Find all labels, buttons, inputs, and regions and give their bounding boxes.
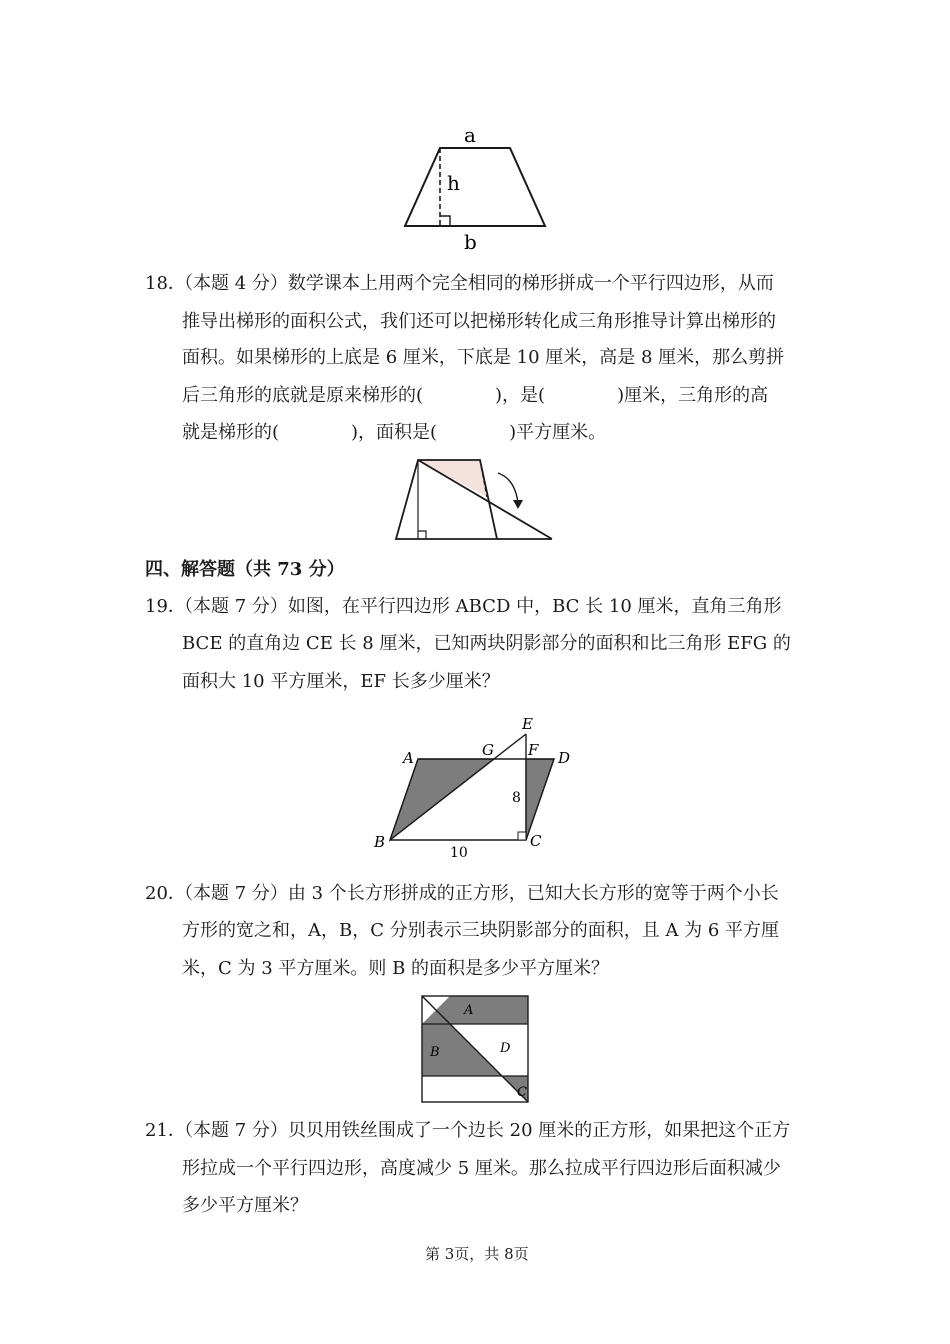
q21-line-2: 形拉成一个平行四边形，高度减少 5 厘米。那么拉成平行四边形后面积减少 [182, 1158, 781, 1179]
label-10: 10 [450, 845, 468, 861]
q20-line-2: 方形的宽之和，A，B，C 分别表示三块阴影部分的面积，且 A 为 6 平方厘 [182, 920, 780, 941]
right-angle-mark-2 [418, 531, 426, 539]
label-B: B [374, 833, 386, 851]
label-C: C [530, 832, 542, 850]
label-h: h [447, 171, 460, 195]
label-A-sq: A [464, 1003, 474, 1018]
q20-line-3: 米，C 为 3 平方厘米。则 B 的面积是多少平方厘米？ [182, 958, 610, 979]
label-B-sq: B [430, 1045, 440, 1060]
q20-number: 20． [145, 883, 186, 904]
right-angle-c [518, 832, 526, 840]
q18-line-5: 就是梯形的( )，面积是( )平方厘米。 [182, 422, 607, 443]
trapezoid-figure [395, 118, 555, 258]
q21-line-3: 多少平方厘米？ [182, 1195, 308, 1216]
q19-number: 19． [145, 596, 186, 617]
trapezoid-shape [405, 148, 545, 226]
label-E: E [522, 715, 533, 733]
label-8: 8 [512, 790, 521, 806]
q20-line-1: （本题 7 分）由 3 个长方形拼成的正方形，已知大长方形的宽等于两个小长 [175, 883, 779, 904]
label-D-sq: D [500, 1041, 511, 1056]
label-F: F [528, 741, 539, 759]
label-D: D [558, 749, 571, 767]
label-a: a [464, 123, 476, 147]
page-footer: 第 3页，共 8页 [425, 1245, 529, 1263]
q18-line-4: 后三角形的底就是原来梯形的( )，是( )厘米，三角形的高 [182, 385, 769, 406]
arrow-head [513, 500, 523, 509]
section-title: 四、解答题（共 73 分） [145, 559, 345, 580]
q18-line-1: （本题 4 分）数学课本上用两个完全相同的梯形拼成一个平行四边形，从而 [175, 273, 774, 294]
label-G: G [482, 741, 494, 759]
q19-line-2: BCE 的直角边 CE 长 8 厘米，已知两块阴影部分的面积和比三角形 EFG 的 [182, 633, 791, 654]
right-angle-mark [440, 216, 450, 226]
rotation-arrow [498, 473, 518, 503]
parallelogram-figure [370, 712, 580, 862]
q21-line-1: （本题 7 分）贝贝用铁丝围成了一个边长 20 厘米的正方形，如果把这个正方 [175, 1120, 791, 1141]
q18-line-3: 面积。如果梯形的上底是 6 厘米，下底是 10 厘米，高是 8 厘米，那么剪拼 [182, 347, 785, 368]
q19-line-1: （本题 7 分）如图，在平行四边形 ABCD 中，BC 长 10 厘米，直角三角形 [175, 596, 782, 617]
label-A: A [403, 749, 414, 767]
cut-line [418, 460, 552, 539]
q19-line-3: 面积大 10 平方厘米，EF 长多少厘米？ [182, 671, 500, 692]
q18-line-2: 推导出梯形的面积公式，我们还可以把梯形转化成三角形推导计算出梯形的 [182, 311, 776, 332]
q18-number: 18． [145, 273, 186, 294]
square-rectangles-figure [420, 994, 532, 1106]
trapezoid-to-triangle-figure [390, 455, 560, 545]
label-C-sq: C [517, 1085, 527, 1100]
q21-number: 21． [145, 1120, 186, 1141]
label-b: b [464, 230, 477, 254]
